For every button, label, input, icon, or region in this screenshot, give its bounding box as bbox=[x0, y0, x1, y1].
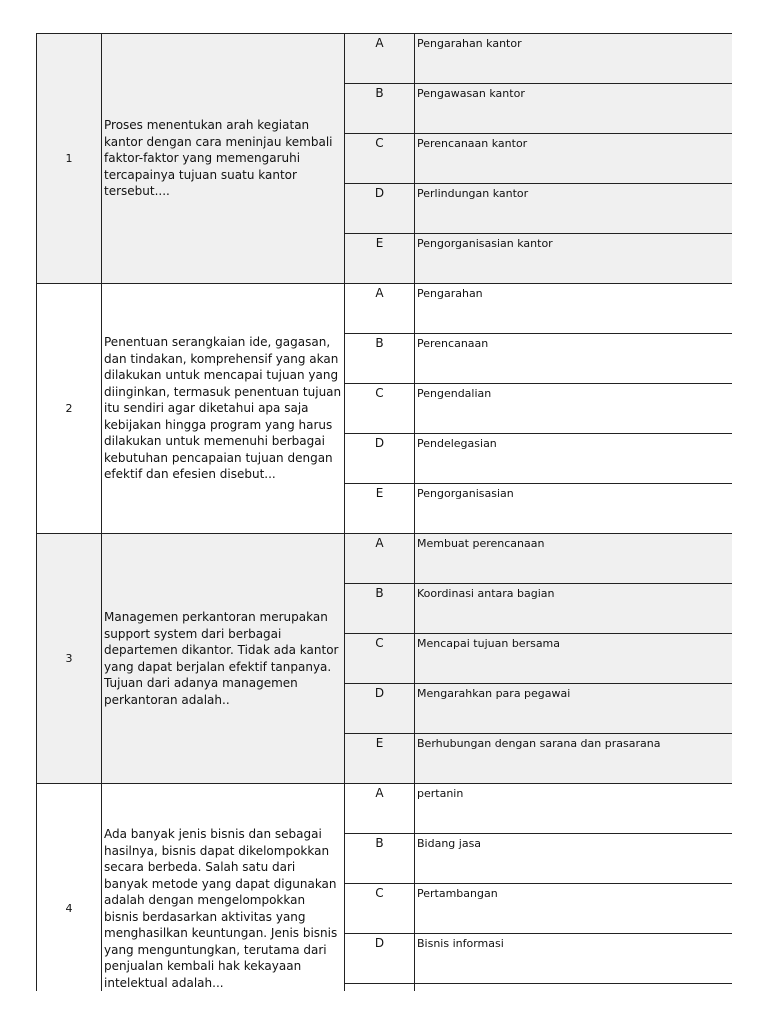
option-text: Koordinasi antara bagian bbox=[415, 584, 733, 634]
option-letter: C bbox=[345, 634, 415, 684]
option-row bbox=[37, 534, 733, 584]
option-letter: D bbox=[345, 684, 415, 734]
option-text: Pengorganisasian kantor bbox=[415, 234, 733, 284]
option-text: Pengorganisasian bbox=[415, 484, 733, 534]
option-row bbox=[37, 34, 733, 84]
option-letter: A bbox=[345, 784, 415, 834]
option-text: Mencapai tujuan bersama bbox=[415, 634, 733, 684]
option-letter bbox=[345, 984, 415, 992]
option-letter: B bbox=[345, 84, 415, 134]
question-text: Ada banyak jenis bisnis dan sebagai hasilnya, bisnis dapat dikelompokkan secara berbeda. Salah satu dari banyak metode yang dapat digunakan adalah dengan mengelompokkan bisnis berdasarkan aktivitas yang menghasilkan keuntungan. Jenis bisnis yang menguntungkan, terutama dari penjualan kembali hak kekayaan intelektual adalah... bbox=[102, 784, 345, 992]
option-text: Membuat perencanaan bbox=[415, 534, 733, 584]
option-letter: E bbox=[345, 484, 415, 534]
question-number: 3 bbox=[37, 534, 102, 784]
option-text: Pendelegasian bbox=[415, 434, 733, 484]
option-text: Pengarahan kantor bbox=[415, 34, 733, 84]
option-letter: E bbox=[345, 734, 415, 784]
option-row bbox=[37, 784, 733, 834]
option-letter: C bbox=[345, 384, 415, 434]
option-text: Perencanaan bbox=[415, 334, 733, 384]
option-letter: B bbox=[345, 834, 415, 884]
option-text: Pengawasan kantor bbox=[415, 84, 733, 134]
option-text: Mengarahkan para pegawai bbox=[415, 684, 733, 734]
option-row bbox=[37, 284, 733, 334]
question-text: Managemen perkantoran merupakan support system dari berbagai departemen dikantor. Tidak ada kantor yang dapat berjalan efektif tanpanya. Tujuan dari adanya managemen perkantoran adalah.. bbox=[102, 534, 345, 784]
option-letter: A bbox=[345, 284, 415, 334]
option-text: Pengarahan bbox=[415, 284, 733, 334]
quiz-table bbox=[36, 33, 732, 991]
option-text: Bisnis informasi bbox=[415, 934, 733, 984]
option-text: Pertambangan bbox=[415, 884, 733, 934]
option-letter: B bbox=[345, 334, 415, 384]
option-letter: D bbox=[345, 184, 415, 234]
option-letter: E bbox=[345, 234, 415, 284]
question-text: Penentuan serangkaian ide, gagasan, dan tindakan, komprehensif yang akan dilakukan untuk mencapai tujuan yang diinginkan, termasuk penentuan tujuan itu sendiri agar diketahui apa saja kebijakan hingga program yang harus dilakukan untuk memenuhi berbagai kebutuhan pencapaian tujuan dengan efektif dan efesien disebut... bbox=[102, 284, 345, 534]
question-number: 2 bbox=[37, 284, 102, 534]
option-text: Pengendalian bbox=[415, 384, 733, 434]
option-letter: B bbox=[345, 584, 415, 634]
question-number: 4 bbox=[37, 784, 102, 992]
option-letter: A bbox=[345, 34, 415, 84]
option-letter: C bbox=[345, 884, 415, 934]
option-letter: A bbox=[345, 534, 415, 584]
option-letter: C bbox=[345, 134, 415, 184]
quiz-sheet bbox=[36, 33, 732, 991]
question-text: Proses menentukan arah kegiatan kantor dengan cara meninjau kembali faktor-faktor yang memengaruhi tercapainya tujuan suatu kantor tersebut.... bbox=[102, 34, 345, 284]
option-text: Perlindungan kantor bbox=[415, 184, 733, 234]
option-text: Perencanaan kantor bbox=[415, 134, 733, 184]
question-number: 1 bbox=[37, 34, 102, 284]
option-text: Bidang jasa bbox=[415, 834, 733, 884]
option-text bbox=[415, 984, 733, 992]
option-text: pertanin bbox=[415, 784, 733, 834]
option-letter: D bbox=[345, 934, 415, 984]
option-letter: D bbox=[345, 434, 415, 484]
option-text: Berhubungan dengan sarana dan prasarana bbox=[415, 734, 733, 784]
